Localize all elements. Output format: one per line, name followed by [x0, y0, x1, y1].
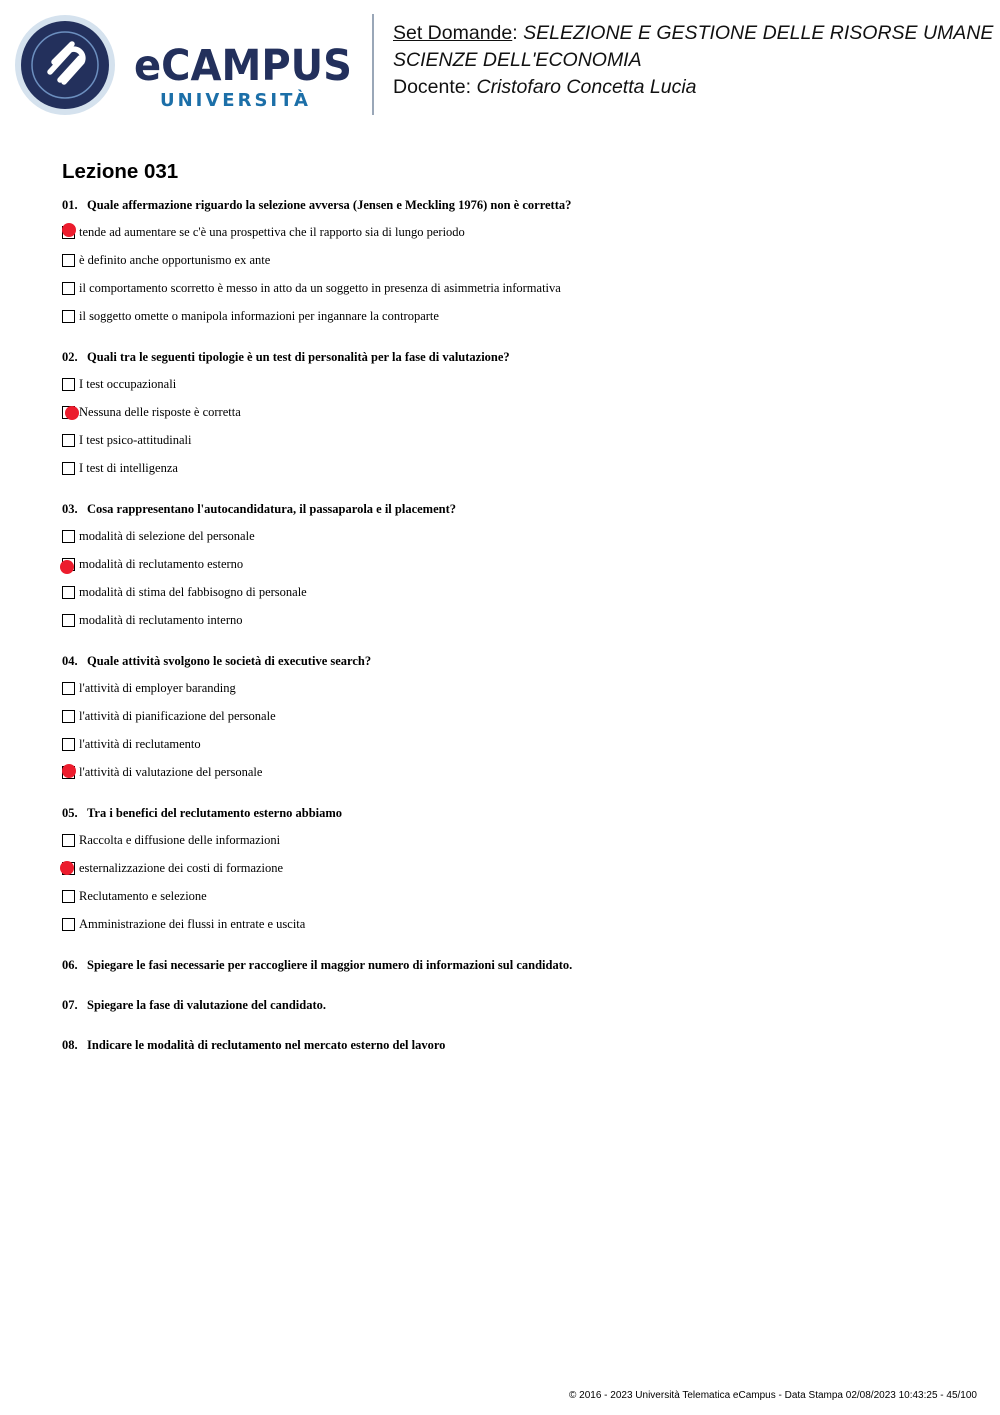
answer-label: il comportamento scorretto è messo in atto da un soggetto in presenza di asimmetria informativa: [79, 280, 561, 295]
answer-label: l'attività di pianificazione del personale: [79, 708, 276, 723]
answer-option[interactable]: [62, 606, 962, 634]
answer-label: I test occupazionali: [79, 376, 177, 391]
page-header: [0, 0, 1000, 130]
answer-label: I test psico-attitudinali: [79, 432, 192, 447]
question-list: [62, 196, 962, 1076]
question-05: [62, 804, 962, 938]
question-number: 02.: [62, 350, 78, 364]
question-label: Quali tra le seguenti tipologie è un test di personalità per la fase di valutazione?: [87, 350, 510, 364]
answer-checkbox[interactable]: [62, 710, 75, 723]
question-label: Spiegare la fase di valutazione del candidato.: [87, 998, 327, 1012]
answer-option[interactable]: [62, 302, 962, 330]
answer-option[interactable]: [62, 454, 962, 482]
answer-option[interactable]: [62, 370, 962, 398]
answer-option[interactable]: [62, 274, 962, 302]
answer-label: l'attività di employer baranding: [79, 680, 236, 695]
answer-checkbox[interactable]: [62, 462, 75, 475]
answer-label: l'attività di valutazione del personale: [79, 764, 263, 779]
answer-checkbox[interactable]: [62, 254, 75, 267]
answer-option[interactable]: [62, 730, 962, 758]
question-03: [62, 500, 962, 634]
question-07: [62, 996, 962, 1014]
question-label: Cosa rappresentano l'autocandidatura, il passaparola e il placement?: [87, 502, 457, 516]
answer-label: modalità di reclutamento esterno: [79, 556, 244, 571]
answer-option[interactable]: [62, 522, 962, 550]
question-number: 04.: [62, 654, 78, 668]
question-02: [62, 348, 962, 482]
answer-option[interactable]: [62, 674, 962, 702]
lesson-title: Lezione 031: [62, 160, 179, 183]
question-text: [62, 956, 962, 974]
answer-label: modalità di selezione del personale: [79, 528, 255, 543]
answer-option[interactable]: [62, 550, 962, 578]
course-name: SELEZIONE E GESTIONE DELLE RISORSE UMANE: [523, 22, 994, 44]
selected-answer-marker: [60, 560, 74, 574]
answer-label: Raccolta e diffusione delle informazioni: [79, 832, 281, 847]
answer-option[interactable]: [62, 826, 962, 854]
answer-checkbox[interactable]: [62, 738, 75, 751]
docente-line: [393, 74, 993, 101]
answer-option[interactable]: [62, 398, 962, 426]
answer-checkbox[interactable]: [62, 378, 75, 391]
answer-checkbox[interactable]: [62, 834, 75, 847]
answer-option[interactable]: [62, 882, 962, 910]
selected-answer-marker: [60, 861, 74, 875]
question-text: [62, 196, 962, 214]
answer-label: modalità di reclutamento interno: [79, 612, 243, 627]
question-number: 06.: [62, 958, 78, 972]
selected-answer-marker: [65, 406, 79, 420]
question-04: [62, 652, 962, 786]
answer-label: modalità di stima del fabbisogno di personale: [79, 584, 307, 599]
answer-checkbox[interactable]: [62, 586, 75, 599]
logo-subtitle: UNIVERSITÀ: [160, 90, 311, 111]
answer-checkbox[interactable]: [62, 282, 75, 295]
answer-option[interactable]: [62, 578, 962, 606]
question-number: 05.: [62, 806, 78, 820]
answer-option[interactable]: [62, 246, 962, 274]
question-number: 01.: [62, 198, 78, 212]
answer-label: Reclutamento e selezione: [79, 888, 207, 903]
answer-checkbox[interactable]: [62, 434, 75, 447]
question-text: [62, 500, 962, 518]
question-text: [62, 652, 962, 670]
answer-option[interactable]: [62, 426, 962, 454]
question-number: 03.: [62, 502, 78, 516]
question-06: [62, 956, 962, 974]
set-colon: :: [512, 22, 518, 44]
question-label: Quale attività svolgono le società di executive search?: [87, 654, 372, 668]
question-text: [62, 1036, 962, 1054]
answer-label: I test di intelligenza: [79, 460, 178, 475]
answer-label: Nessuna delle risposte è corretta: [79, 404, 241, 419]
answer-checkbox[interactable]: [62, 310, 75, 323]
question-label: Spiegare le fasi necessarie per raccogliere il maggior numero di informazioni sul candidato.: [87, 958, 573, 972]
answer-checkbox[interactable]: [62, 918, 75, 931]
question-text: [62, 804, 962, 822]
logo-seal-center: [36, 36, 94, 94]
docente-name: Cristofaro Concetta Lucia: [476, 76, 697, 98]
answer-label: il soggetto omette o manipola informazioni per ingannare la controparte: [79, 308, 439, 323]
set-title-line: [393, 20, 993, 47]
answer-label: esternalizzazione dei costi di formazione: [79, 860, 284, 875]
logo-wordmark: eCAMPUS: [134, 41, 352, 91]
question-01: [62, 196, 962, 330]
question-text: [62, 996, 962, 1014]
question-text: [62, 348, 962, 366]
set-info: [393, 20, 993, 101]
answer-label: l'attività di reclutamento: [79, 736, 201, 751]
answer-option[interactable]: [62, 910, 962, 938]
answer-option[interactable]: [62, 758, 962, 786]
ecampus-logo: [14, 14, 359, 116]
selected-answer-marker: [62, 223, 76, 237]
answer-checkbox[interactable]: [62, 530, 75, 543]
answer-checkbox[interactable]: [62, 614, 75, 627]
answer-option[interactable]: [62, 218, 962, 246]
answer-label: è definito anche opportunismo ex ante: [79, 252, 271, 267]
set-label: Set Domande: [393, 22, 513, 44]
page-footer: © 2016 - 2023 Università Telematica eCampus - Data Stampa 02/08/2023 10:43:25 - 45/100: [569, 1390, 977, 1401]
question-08: [62, 1036, 962, 1054]
answer-label: Amministrazione dei flussi in entrate e uscita: [79, 916, 306, 931]
question-label: Quale affermazione riguardo la selezione avversa (Jensen e Meckling 1976) non è corretta?: [87, 198, 572, 212]
answer-option[interactable]: [62, 854, 962, 882]
answer-checkbox[interactable]: [62, 682, 75, 695]
answer-checkbox[interactable]: [62, 890, 75, 903]
question-number: 07.: [62, 998, 78, 1012]
faculty-name: SCIENZE DELL'ECONOMIA: [393, 49, 642, 71]
question-number: 08.: [62, 1038, 78, 1052]
header-divider: [372, 14, 374, 115]
selected-answer-marker: [62, 764, 76, 778]
question-label: Indicare le modalità di reclutamento nel mercato esterno del lavoro: [87, 1038, 446, 1052]
answer-option[interactable]: [62, 702, 962, 730]
answer-label: tende ad aumentare se c'è una prospettiva che il rapporto sia di lungo periodo: [79, 224, 465, 239]
question-label: Tra i benefici del reclutamento esterno abbiamo: [87, 806, 343, 820]
docente-label: Docente:: [393, 76, 472, 98]
